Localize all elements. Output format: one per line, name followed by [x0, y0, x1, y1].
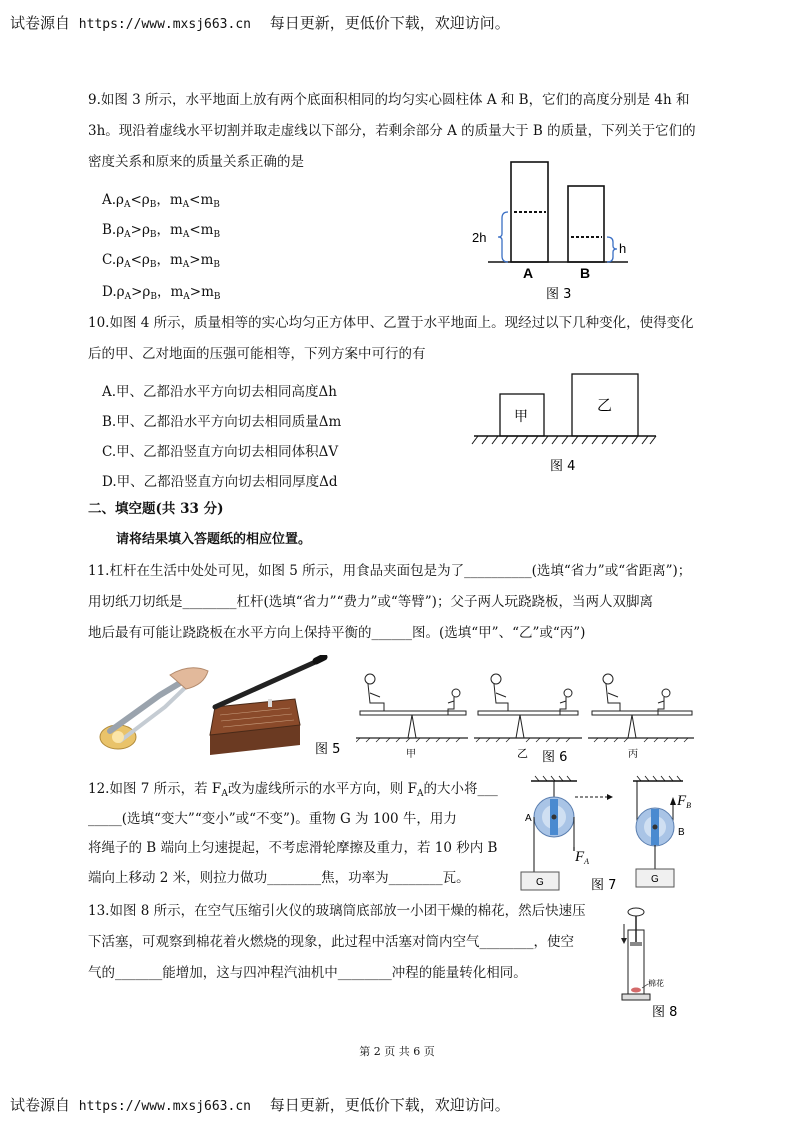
figure-5 — [90, 655, 350, 760]
figure-4 — [470, 368, 660, 478]
section-title: 二、填空题(共 33 分) — [88, 501, 224, 517]
movable-pulley — [633, 776, 683, 887]
q9-option-b: $B.\rho_A>\rho_B$，$m_A<m_B$ — [102, 222, 221, 240]
section-instruction: 请将结果填入答题纸的相应位置。 — [116, 532, 312, 547]
figure-8 — [614, 902, 704, 1022]
label-a: A — [525, 813, 532, 824]
fig3-caption: 图 3 — [546, 287, 572, 302]
fixed-pulley — [521, 776, 613, 890]
ground-hatch — [472, 436, 656, 444]
q9-line1: 9.如图 3 所示，水平地面上放有两个底面积相同的均匀实心圆柱体 A 和 B，它们的高度分别是 4h 和 — [88, 92, 690, 108]
bottom-banner — [10, 1094, 510, 1115]
q9-line3: 密度关系和原来的质量关系正确的是 — [88, 154, 304, 170]
fig7-caption: 图 7 — [591, 878, 617, 893]
label-jia: 甲 — [406, 749, 416, 760]
label-b: B — [580, 265, 591, 281]
q12-line4: 端向上移动 2 米，则拉力做功________焦，功率为________瓦。 — [88, 870, 470, 886]
q9-option-d: $D.\rho_A>\rho_B$，$m_A>m_B$ — [102, 284, 221, 302]
seesaw-jia — [356, 674, 468, 738]
q10-line2: 后的甲、乙对地面的压强可能相等，下列方案中可行的有 — [88, 346, 426, 362]
q10-line1: 10.如图 4 所示，质量相等的实心均匀正方体甲、乙置于水平地面上。现经过以下几种变化，使得变化 — [88, 315, 694, 331]
q11-line2: 用切纸刀切纸是________杠杆(选填“省力”“费力”或“等臂”)；父子两人玩跷跷板，当两人双脚离 — [88, 594, 653, 610]
q10-option-d: D.甲、乙都沿竖直方向切去相同厚度Δd — [102, 474, 338, 490]
banner-right: 每日更新，更低价下载，欢迎访问。 — [269, 1096, 510, 1114]
force-fa: $F_A$ — [575, 849, 590, 866]
figure-3 — [468, 158, 638, 303]
label-bing: 丙 — [628, 749, 638, 760]
fig5-caption: 图 5 — [315, 742, 341, 757]
label-2h: 2h — [472, 230, 487, 245]
weight-g-left: G — [536, 877, 544, 888]
cylinder-b — [568, 186, 604, 262]
seesaw-bing — [588, 674, 694, 738]
label-jia: 甲 — [514, 409, 528, 425]
brace-h — [607, 237, 617, 262]
label-cotton: 棉花 — [648, 979, 664, 988]
banner-left: 试卷源自 — [10, 1096, 71, 1114]
banner-left: 试卷源自 — [10, 14, 71, 32]
label-yi: 乙 — [517, 747, 528, 760]
q12-line2: _____(选填“变大”“变小”或“不变”)。重物 G 为 100 牛，用力 — [88, 811, 457, 827]
page-number: 第 2 页 共 6 页 — [359, 1045, 435, 1058]
fig4-caption: 图 4 — [550, 459, 576, 474]
q12-line1: 12.如图 7 所示，若 $F_A$改为虚线所示的水平方向，则 $F_A$的大小将___ — [88, 781, 498, 799]
banner-url[interactable]: https://www.mxsj663.cn — [78, 1099, 251, 1114]
q9-line2: 3h。现沿着虚线水平切割并取走虚线以下部分，若剩余部分 A 的质量大于 B 的质量，下列关于它们的 — [88, 123, 696, 139]
paper-cutter-image — [210, 657, 324, 755]
label-b: B — [678, 827, 685, 838]
q9-option-a: $A.\rho_A<\rho_B$，$m_A<m_B$ — [102, 192, 220, 210]
force-fb: $F_B$ — [677, 793, 692, 810]
q13-line1: 13.如图 8 所示，在空气压缩引火仪的玻璃筒底部放一小团干燥的棉花，然后快速压 — [88, 903, 586, 919]
seesaw-yi — [474, 674, 582, 738]
fig6-caption: 图 6 — [542, 750, 568, 763]
q11-line1: 11.杠杆在生活中处处可见，如图 5 所示，用食品夹面包是为了__________(选填“省力”或“省距离”)； — [88, 563, 692, 579]
food-tongs-image — [100, 668, 208, 749]
fig8-caption: 图 8 — [652, 1005, 678, 1020]
label-h: h — [619, 241, 627, 256]
figure-7 — [515, 775, 715, 897]
q13-line3: 气的_______能增加，这与四冲程汽油机中________冲程的能量转化相同。 — [88, 965, 527, 981]
brace-2h — [498, 212, 508, 262]
top-banner — [10, 12, 510, 33]
label-a: A — [523, 265, 534, 281]
figure-6 — [356, 663, 696, 763]
q10-option-a: A.甲、乙都沿水平方向切去相同高度Δh — [102, 384, 337, 400]
q12-line3: 将绳子的 B 端向上匀速提起，不考虑滑轮摩擦及重力，若 10 秒内 B — [88, 840, 498, 856]
q9-option-c: $C.\rho_A<\rho_B$，$m_A>m_B$ — [102, 252, 221, 270]
q10-option-b: B.甲、乙都沿水平方向切去相同质量Δm — [102, 414, 342, 430]
label-yi: 乙 — [597, 396, 613, 414]
banner-url[interactable]: https://www.mxsj663.cn — [78, 17, 251, 32]
q10-option-c: C.甲、乙都沿竖直方向切去相同体积ΔV — [102, 444, 339, 460]
q11-line3: 地后最有可能让跷跷板在水平方向上保持平衡的______图。(选填“甲”、“乙”或“丙”) — [88, 625, 586, 641]
q13-line2: 下活塞，可观察到棉花着火燃烧的现象，此过程中活塞对筒内空气________，使空 — [88, 934, 574, 950]
banner-right: 每日更新，更低价下载，欢迎访问。 — [269, 14, 510, 32]
weight-g-right: G — [651, 874, 659, 885]
